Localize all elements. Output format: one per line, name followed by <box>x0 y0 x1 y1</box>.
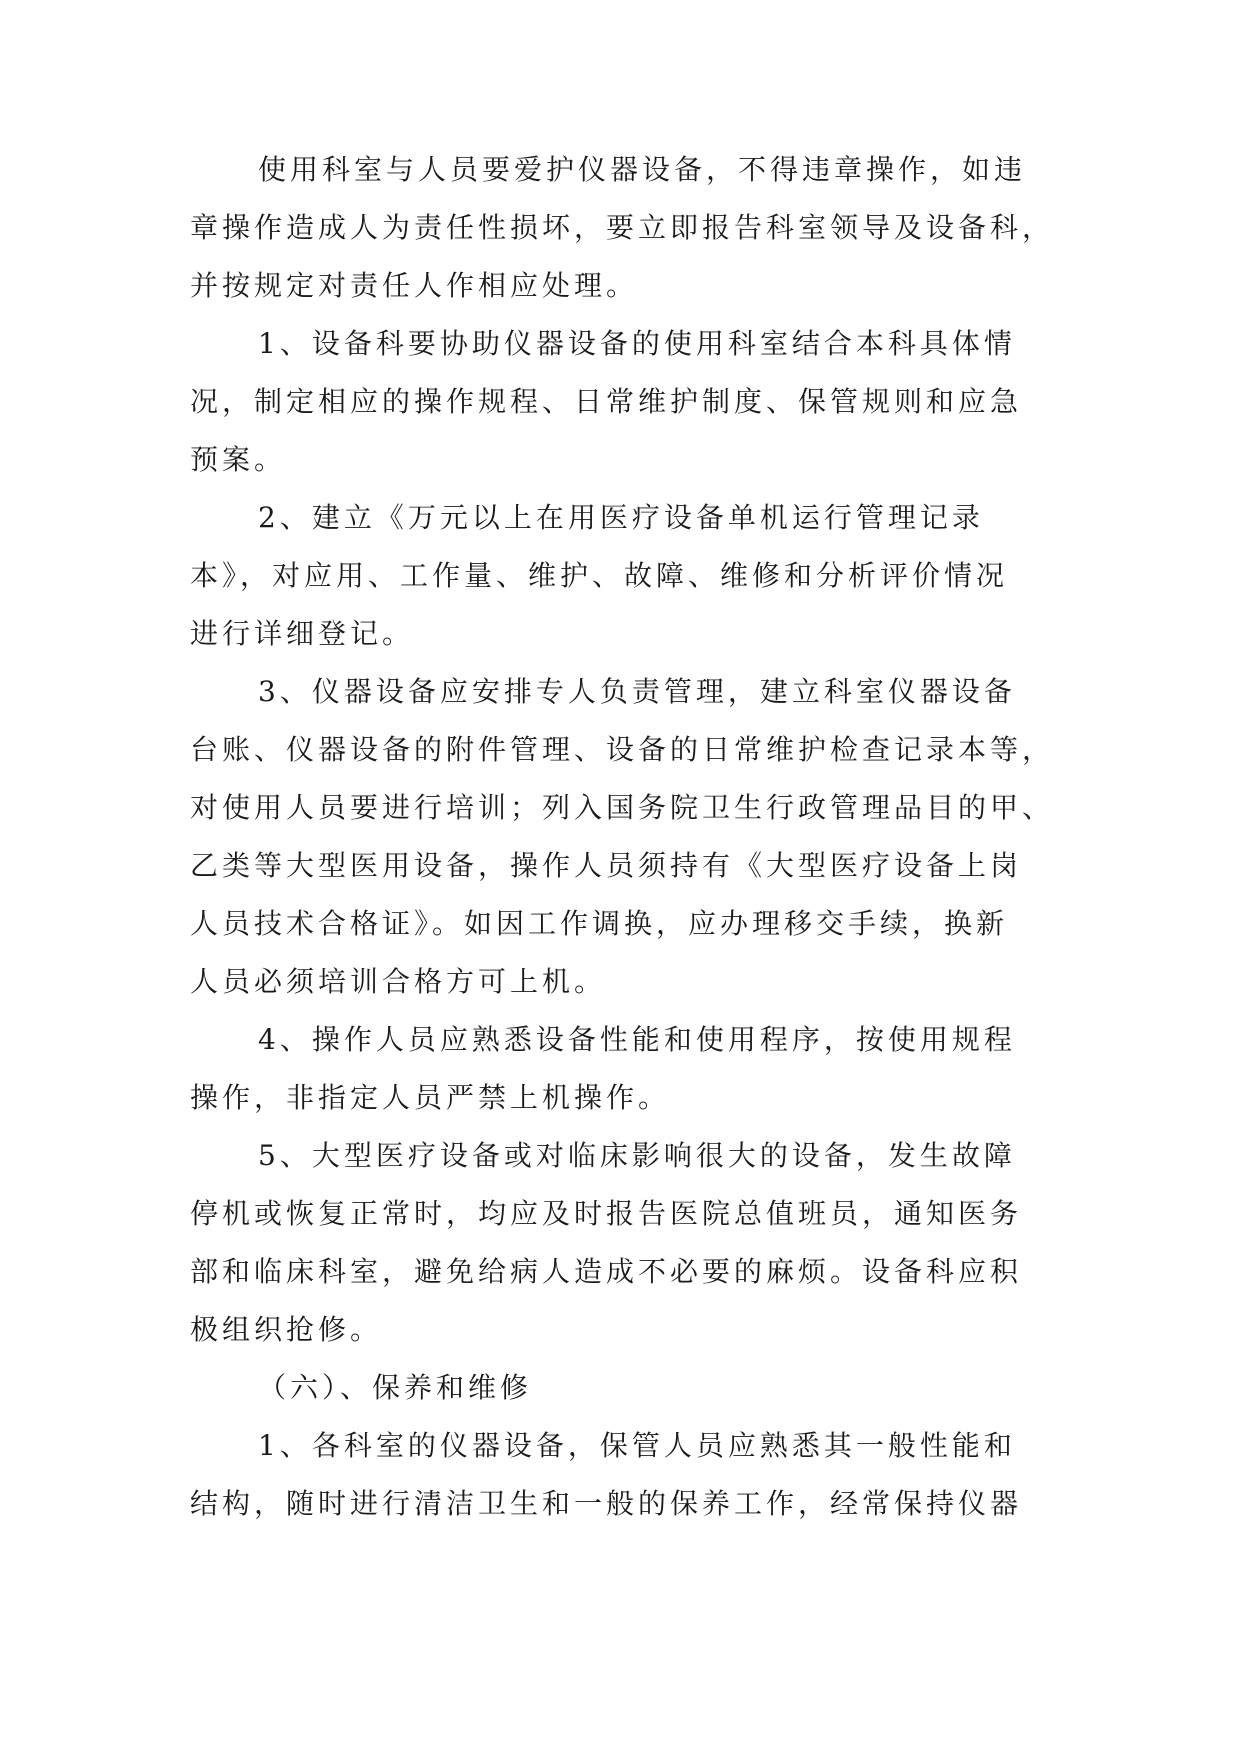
paragraph-line: 极组织抢修。 <box>190 1313 383 1346</box>
paragraph-line: 2、建立《万元以上在用医疗设备单机运行管理记录 <box>258 501 984 534</box>
paragraph-line: 1、各科室的仪器设备，保管人员应熟悉其一般性能和 <box>258 1429 1016 1462</box>
paragraph-line: 4、操作人员应熟悉设备性能和使用程序，按使用规程 <box>258 1023 1016 1056</box>
paragraph-line: 部和临床科室，避免给病人造成不必要的麻烦。设备科应积 <box>190 1255 1023 1288</box>
paragraph-line: 结构，随时进行清洁卫生和一般的保养工作，经常保持仪器 <box>190 1487 1023 1520</box>
paragraph-line: 台账、仪器设备的附件管理、设备的日常维护检查记录本等， <box>190 733 1055 766</box>
paragraph-line: 预案。 <box>190 443 287 476</box>
paragraph-line: 况，制定相应的操作规程、日常维护制度、保管规则和应急 <box>190 385 1023 418</box>
paragraph-line: 操作，非指定人员严禁上机操作。 <box>190 1081 671 1114</box>
paragraph-line: 使用科室与人员要爱护仪器设备，不得违章操作，如违 <box>258 153 1027 186</box>
paragraph-line: 并按规定对责任人作相应处理。 <box>190 269 639 302</box>
section-heading: （六）、保养和维修 <box>258 1371 533 1404</box>
paragraph-line: 对使用人员要进行培训；列入国务院卫生行政管理品目的甲、 <box>190 791 1055 824</box>
paragraph-line: 3、仪器设备应安排专人负责管理，建立科室仪器设备 <box>258 675 1016 708</box>
paragraph-line: 5、大型医疗设备或对临床影响很大的设备，发生故障 <box>258 1139 1016 1172</box>
paragraph-line: 进行详细登记。 <box>190 617 415 650</box>
paragraph-line: 章操作造成人为责任性损坏，要立即报告科室领导及设备科， <box>190 211 1055 244</box>
paragraph-line: 本》，对应用、工作量、维护、故障、维修和分析评价情况 <box>190 559 1009 592</box>
paragraph-line: 人员必须培训合格方可上机。 <box>190 965 607 998</box>
paragraph-line: 停机或恢复正常时，均应及时报告医院总值班员，通知医务 <box>190 1197 1023 1230</box>
paragraph-line: 人员技术合格证》。如因工作调换，应办理移交手续，换新 <box>190 907 1009 940</box>
paragraph-line: 1、设备科要协助仪器设备的使用科室结合本科具体情 <box>258 327 1016 360</box>
paragraph-line: 乙类等大型医用设备，操作人员须持有《大型医疗设备上岗 <box>190 849 1023 882</box>
